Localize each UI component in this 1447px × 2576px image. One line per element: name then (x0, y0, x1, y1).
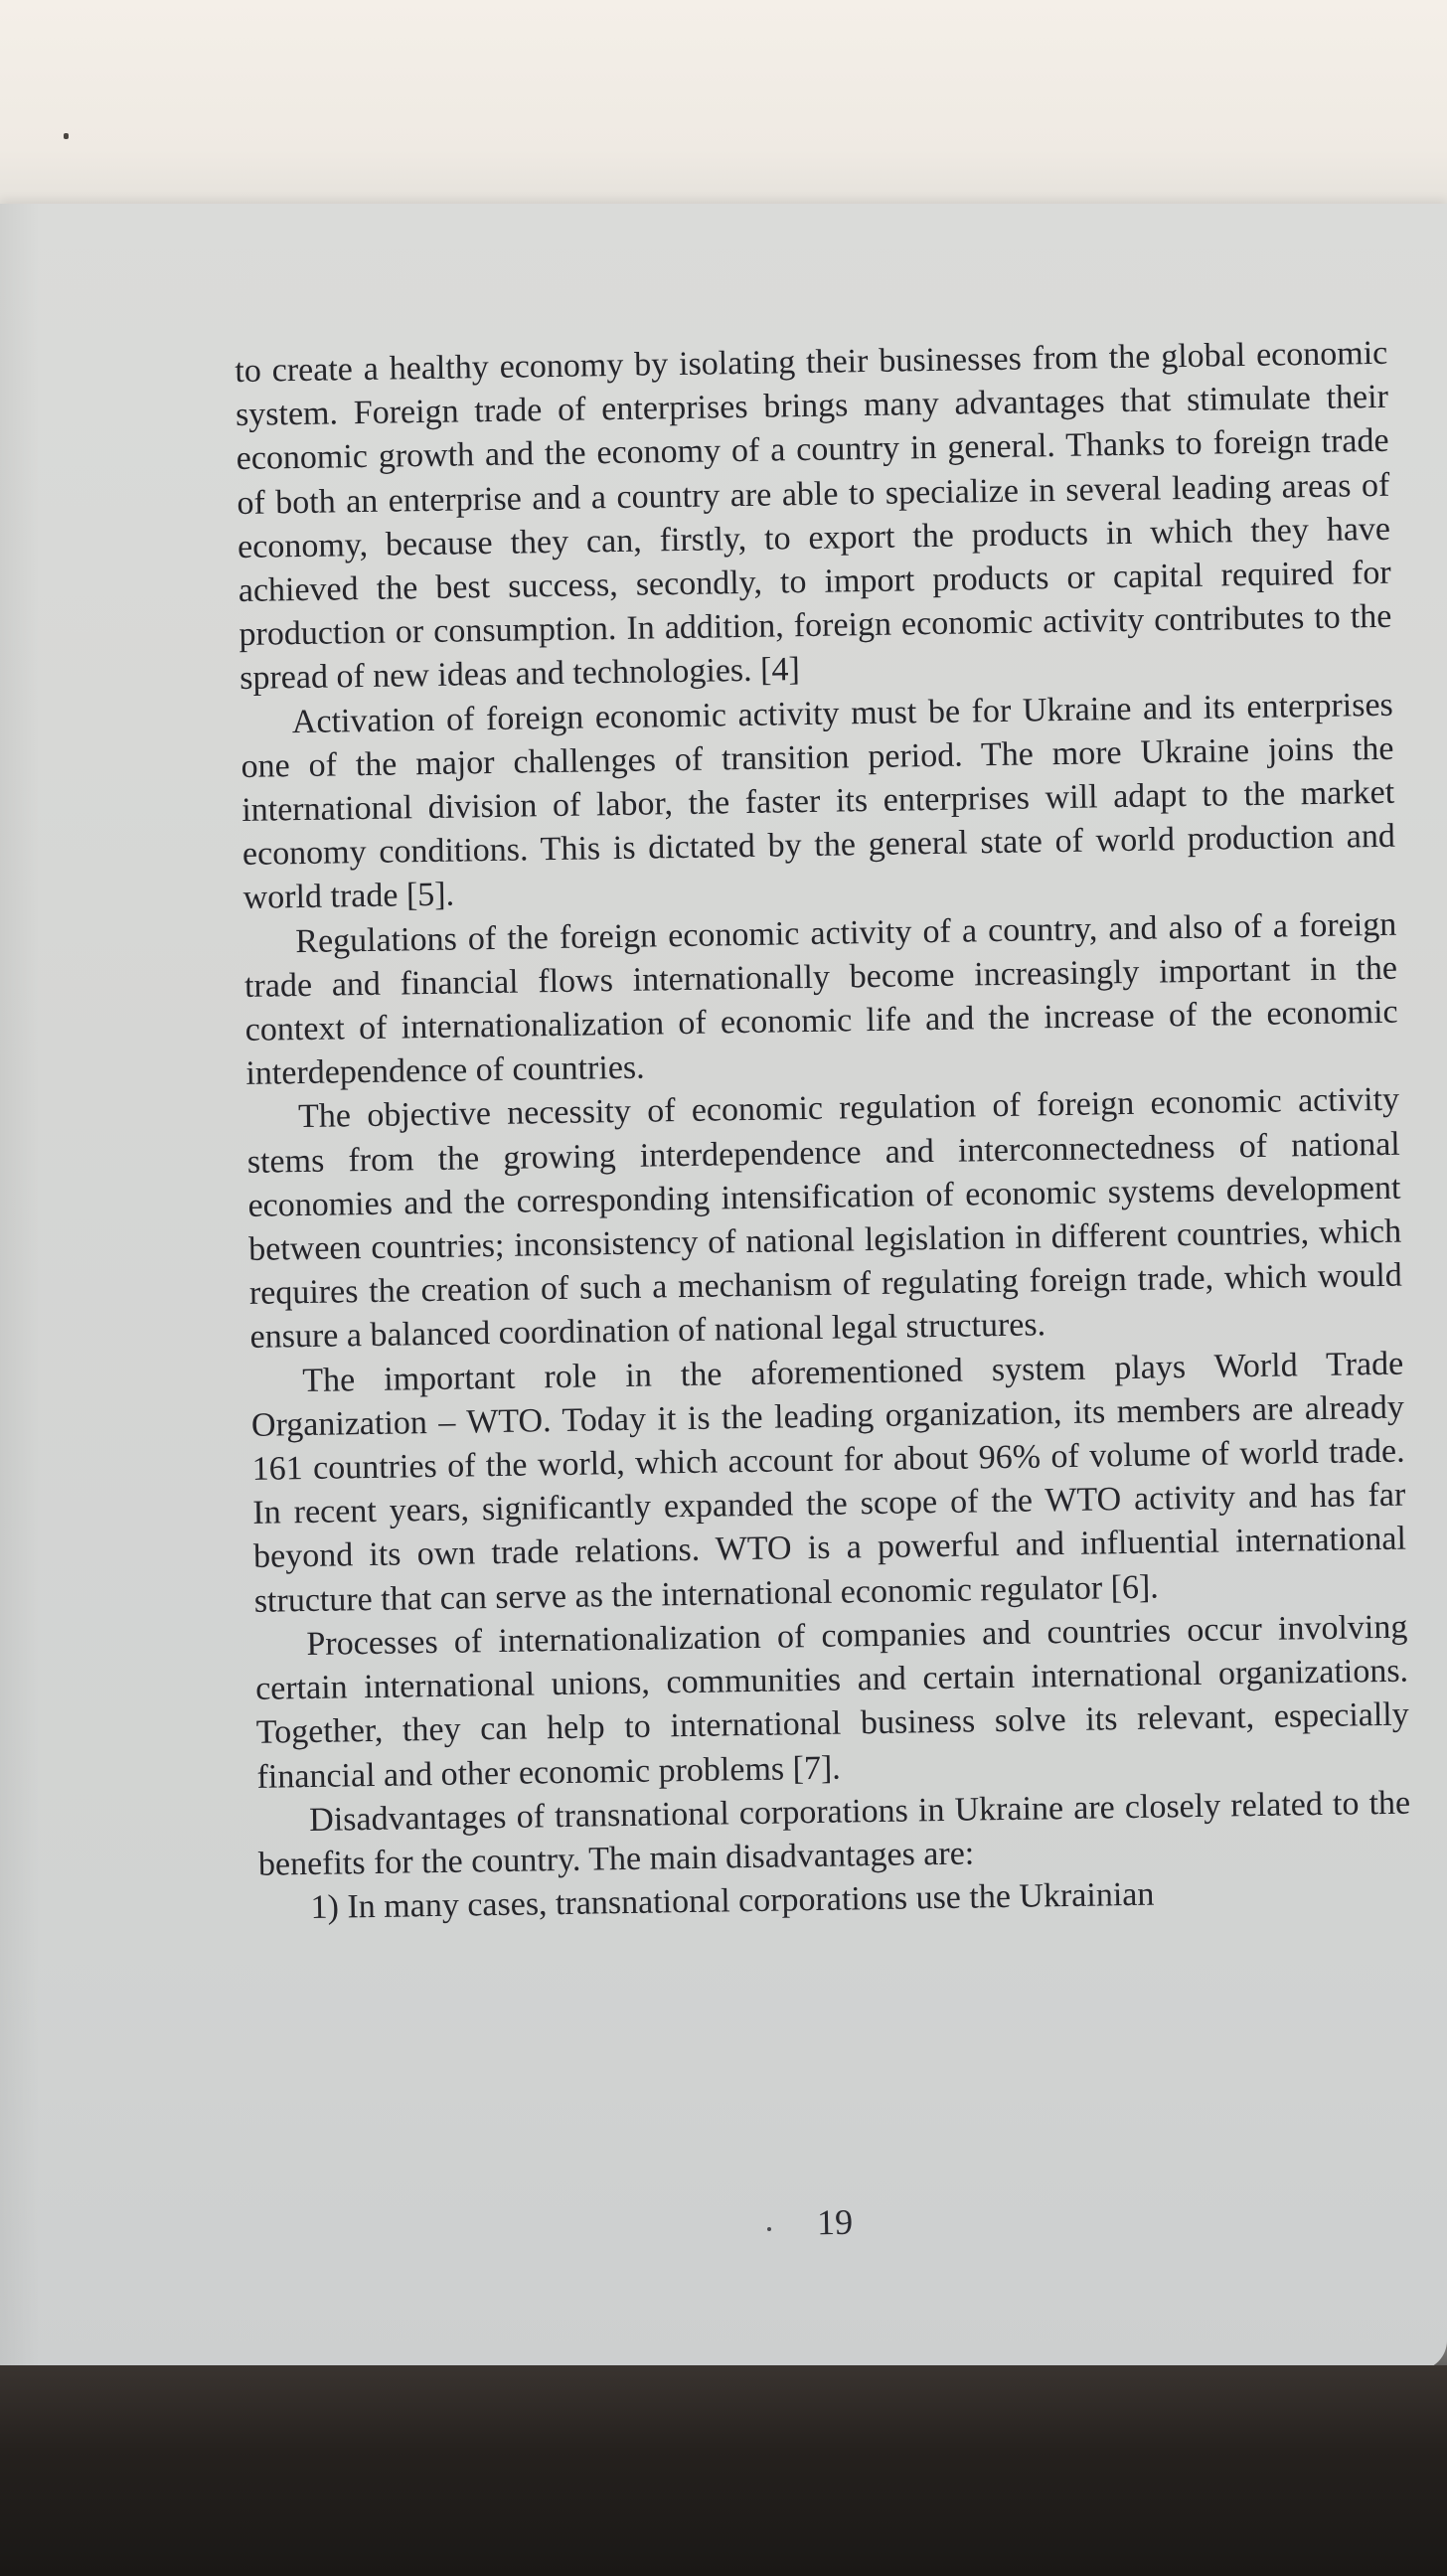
page-number: 19 (816, 2201, 854, 2243)
paragraph-2: Activation of foreign economic activity must be for Ukraine and its enterprises one of the major challenges of transition period. The more Ukraine joins the international division of labor, the faster its enterprises will adapt to the market economy conditions. This is dictated by the general state of world production and world trade [5]. (241, 686, 1396, 917)
body-text (235, 332, 1412, 1931)
background-top-surface (0, 0, 1447, 214)
page-edge-shadow (0, 204, 40, 2370)
paragraph-6: Processes of internationalization of companies and countries occur involving certain international unions, communities and certain international organizations. Together, they can help to international business solve its relevant, especially financial and other economic problems [7]. (254, 1608, 1410, 1796)
print-dot (767, 2227, 771, 2231)
background-speck (64, 133, 69, 139)
paragraph-5: The important role in the aforementioned system plays World Trade Organization – WTO. Today it is the leading organization, its members are already 161 countries of the world, which account for about 96% of volume of world trade. In recent years, significantly expanded the scope of the WTO activity and has far beyond its own trade relations. WTO is a powerful and influential international structure that can serve as the international economic regulator [6]. (250, 1345, 1407, 1620)
paragraph-4: The objective necessity of economic regulation of foreign economic activity stems from the growing interdependence and interconnectedness of national economies and the corresponding intensification of economic systems development between countries; inconsistency of national legislation in different countries, which requires the creation of such a mechanism of regulating foreign trade, which would ensure a balanced coordination of national legal structures. (246, 1081, 1403, 1357)
paragraph-1: to create a healthy economy by isolating their businesses from the global economic system. Foreign trade of enterprises brings many advantages that stimulate their economic growth and the economy of a country in general. Thanks to foreign trade of both an enterprise and a country are able to specialize in several leading areas of economy, because they can, firstly, to export the products in which they have achieved the best success, secondly, to import products or capital required for production or consumption. In addition, foreign economic activity contributes to the spread of new ideas and technologies. [4] (235, 334, 1392, 698)
background-bottom-shadow (0, 2365, 1447, 2576)
paragraph-7: Disadvantages of transnational corporations in Ukraine are closely related to the benefits for the country. The main disadvantages are: (257, 1784, 1411, 1883)
paragraph-3: Regulations of the foreign economic activity of a country, and also of a foreign trade and financial flows internationally become increasingly important in the context of internationalization of economic life and the increase of the economic interdependence of countries. (243, 905, 1398, 1093)
paragraph-8: 1) In many cases, transnational corporations use the Ukrainian (310, 1875, 1155, 1927)
